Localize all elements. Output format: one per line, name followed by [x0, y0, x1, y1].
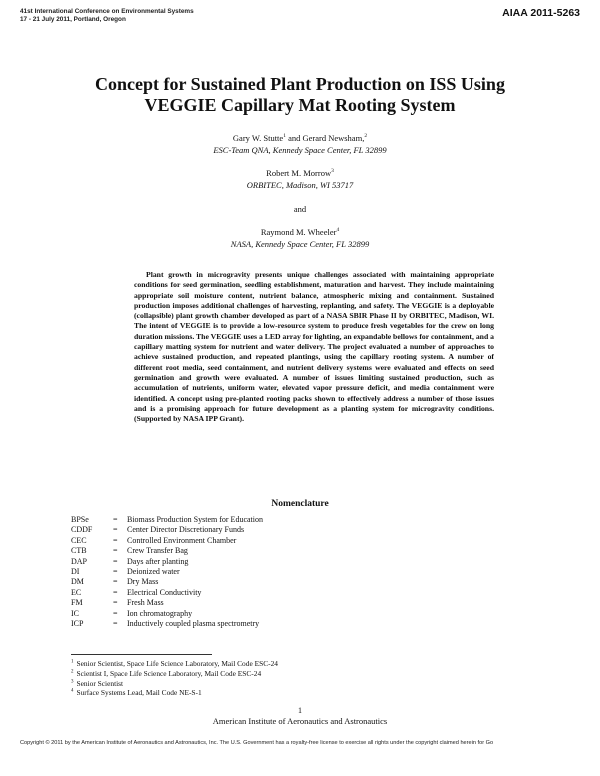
nomenclature-row [71, 609, 263, 619]
author-affiliation: ESC-Team QNA, Kennedy Space Center, FL 32899 [213, 144, 387, 155]
nomenclature-definition: Days after planting [127, 556, 189, 566]
nomenclature-row [71, 567, 263, 577]
nomenclature-equals: = [113, 567, 118, 577]
conference-dates: 17 - 21 July 2011, Portland, Oregon [20, 16, 126, 23]
nomenclature-equals: = [113, 608, 118, 618]
nomenclature-definition: Inductively coupled plasma spectrometry [127, 619, 260, 629]
footnote-text: Surface Systems Lead, Mail Code NE-S-1 [76, 688, 202, 698]
nomenclature-abbr: DM [71, 577, 84, 587]
nomenclature-equals: = [113, 546, 118, 556]
author-sup: 4 [336, 227, 340, 234]
nomenclature-list [71, 515, 263, 629]
nomenclature-definition: Controlled Environment Chamber [127, 535, 237, 545]
page-number: 1 [298, 706, 302, 715]
nomenclature-equals: = [113, 556, 118, 566]
nomenclature-row [71, 598, 263, 608]
nomenclature-definition: Dry Mass [127, 577, 159, 587]
nomenclature-row [71, 619, 263, 629]
footnote-marker: 2 [71, 669, 74, 675]
author-affiliation: ORBITEC, Madison, WI 53717 [246, 179, 354, 190]
nomenclature-row [71, 515, 263, 525]
nomenclature-row [71, 577, 263, 587]
footnote [71, 679, 278, 689]
nomenclature-equals: = [113, 535, 118, 545]
nomenclature-title: Nomenclature [271, 499, 329, 509]
nomenclature-row [71, 546, 263, 556]
nomenclature-equals: = [113, 619, 118, 629]
nomenclature-abbr: CDDF [71, 525, 93, 535]
footnote-text: Scientist I, Space Life Science Laboratory, Mail Code ESC-24 [76, 668, 262, 678]
nomenclature-abbr: EC [71, 587, 82, 597]
nomenclature-row [71, 536, 263, 546]
footnote-divider [71, 654, 212, 655]
nomenclature-equals: = [113, 587, 118, 597]
copyright-notice: Copyright © 2011 by the American Institute of Aeronautics and Astronautics, Inc. The U.S. Government has a royalty-free license to exercise all rights under the copyright claimed herein for Go [20, 740, 494, 746]
nomenclature-abbr: CTB [71, 546, 87, 556]
nomenclature-definition: Center Director Discretionary Funds [127, 525, 245, 535]
conference-header [20, 8, 194, 24]
nomenclature-equals: = [113, 515, 118, 524]
nomenclature-equals: = [113, 577, 118, 587]
footnote [71, 659, 278, 669]
author-names [60, 227, 540, 239]
paper-title [60, 74, 540, 116]
author-affiliation: NASA, Kennedy Space Center, FL 32899 [230, 238, 370, 249]
abstract: Plant growth in microgravity presents unique challenges associated with maintaining appropriate conditions for seed germination, seedling establishment, maturation and harvest. They include maintaining appropriate soil moisture content, nutrient balance, atmospheric mixing and containment. Sustained production imposes additional challenges of harvesting, replanting, and safety. The VEGGIE is a deployable (collapsible) plant growth chamber developed as part of a NASA SBIR Phase II by ORBITEC, Madison, WI. The intent of VEGGIE is to provide a low-resource system to produce fresh vegetables for the crew on long duration missions. The VEGGIE uses a LED array for lighting, an expandable bellows for containment, and a capillary matting system for nutrient and water delivery. The project evaluated a number of approaches to achieve sustained production, and repeated plantings, using the capillary rooting system. A number of different root media, seed containment, and nutrient delivery systems were evaluated and effects on seed germination and growth were evaluated. A number of issues limiting sustained production, such as accumulation of nutrients, uniform water, elevated vapor pressure deficit, and media containment were identified. A concept using pre-planted rooting packs shown to effectively address a number of those issues and is a promising approach for future development as a planting system for microgravity conditions. (Supported by NASA IPP Grant). [134, 270, 494, 424]
author-name: Gary W. Stutte [232, 133, 284, 143]
nomenclature-abbr: ICP [71, 619, 84, 629]
nomenclature-row [71, 525, 263, 535]
footnote-marker: 1 [71, 659, 74, 665]
title-line-1: Concept for Sustained Plant Production on ISS Using [95, 74, 505, 94]
nomenclature-abbr: IC [71, 608, 79, 618]
footnote-marker: 4 [71, 688, 74, 694]
conference-name: 41st International Conference on Environmental Systems [20, 8, 194, 15]
nomenclature-abbr: DAP [71, 556, 88, 566]
nomenclature-definition: Fresh Mass [127, 598, 164, 608]
nomenclature-equals: = [113, 598, 118, 608]
nomenclature-definition: Crew Transfer Bag [127, 546, 188, 556]
footnote-text: Senior Scientist [76, 678, 124, 688]
nomenclature-abbr: DI [71, 567, 80, 577]
author-block-1 [60, 133, 540, 156]
nomenclature-abbr: CEC [71, 535, 87, 545]
nomenclature-definition: Deionized water [127, 567, 180, 577]
author-joiner: and [285, 133, 303, 143]
author-and: and [293, 204, 307, 214]
nomenclature-abbr: FM [71, 598, 83, 608]
author-sup: 3 [331, 168, 334, 175]
nomenclature-row [71, 588, 263, 598]
author-sup: 1 [283, 133, 286, 140]
author-block-3 [60, 227, 540, 250]
footnote-marker: 3 [71, 679, 74, 685]
nomenclature-definition: Electrical Conductivity [127, 587, 202, 597]
author-block-2 [60, 168, 540, 191]
nomenclature-definition: Biomass Production System for Education [127, 515, 263, 524]
nomenclature-abbr: BPSe [71, 515, 89, 524]
author-names [60, 168, 540, 180]
paper-id: AIAA 2011-5263 [502, 7, 580, 19]
author-name: Robert M. Morrow [266, 168, 332, 178]
author-names [60, 133, 540, 145]
author-name: Gerard Newsham, [302, 133, 365, 143]
nomenclature-row [71, 557, 263, 567]
author-name: Raymond M. Wheeler [260, 227, 337, 237]
organization-footer: American Institute of Aeronautics and Astronautics [212, 716, 388, 726]
nomenclature-equals: = [113, 525, 118, 535]
footnote-text: Senior Scientist, Space Life Science Laboratory, Mail Code ESC-24 [76, 659, 278, 668]
footnote [71, 669, 278, 679]
footnotes [71, 659, 278, 698]
footnote [71, 688, 278, 698]
author-sup: 2 [364, 133, 368, 140]
title-line-2: VEGGIE Capillary Mat Rooting System [144, 95, 456, 115]
nomenclature-definition: Ion chromatography [127, 608, 193, 618]
